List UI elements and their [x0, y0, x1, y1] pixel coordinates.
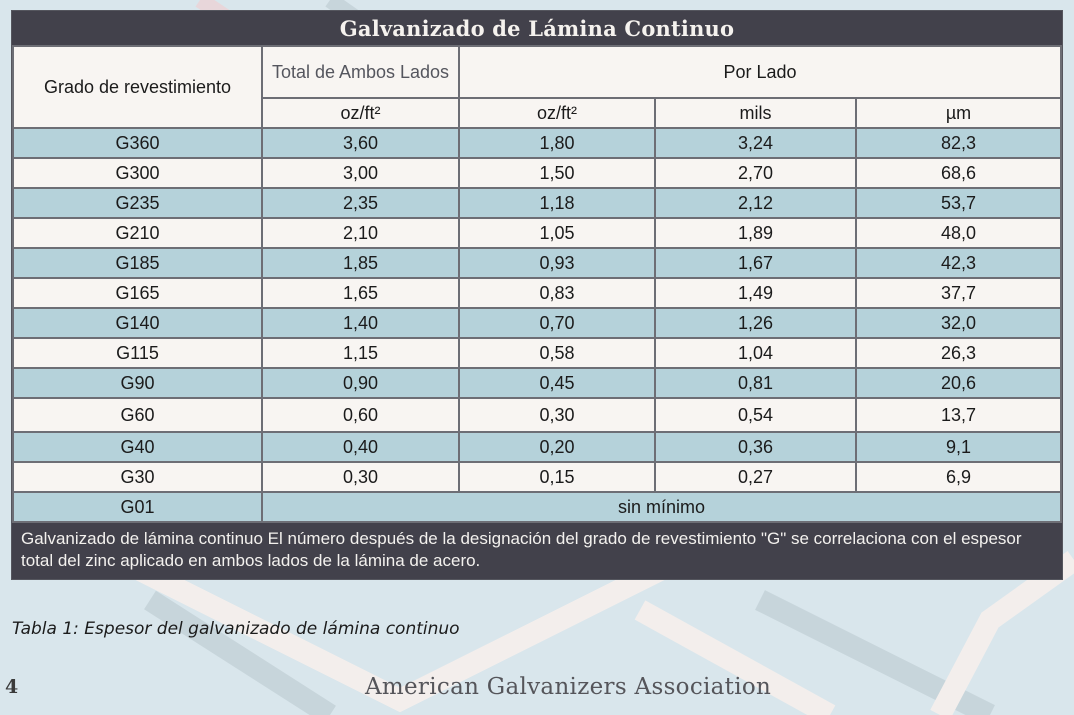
organization-name: American Galvanizers Association — [365, 674, 772, 700]
header-total-both-sides: Total de Ambos Lados — [262, 46, 459, 98]
cell-side-oz: 0,20 — [459, 432, 655, 462]
cell-mils: 1,67 — [655, 248, 856, 278]
table-row — [13, 432, 1061, 462]
cell-total-oz: 1,40 — [262, 308, 459, 338]
cell-mils: 1,89 — [655, 218, 856, 248]
cell-grade: G140 — [13, 308, 262, 338]
table-row — [13, 308, 1061, 338]
table-row — [13, 158, 1061, 188]
cell-side-oz: 0,70 — [459, 308, 655, 338]
cell-mils: 2,70 — [655, 158, 856, 188]
cell-grade: G300 — [13, 158, 262, 188]
cell-total-oz: 2,10 — [262, 218, 459, 248]
cell-total-oz: 1,85 — [262, 248, 459, 278]
cell-mils: 0,81 — [655, 368, 856, 398]
cell-total-oz: 3,00 — [262, 158, 459, 188]
header-grade: Grado de revestimiento — [13, 46, 262, 128]
cell-total-oz: 0,30 — [262, 462, 459, 492]
header-unit-side-oz: oz/ft² — [459, 98, 655, 128]
table-row — [13, 338, 1061, 368]
cell-mils: 0,54 — [655, 398, 856, 432]
table-caption: Tabla 1: Espesor del galvanizado de lámina continuo — [12, 619, 460, 639]
table-row — [13, 128, 1061, 158]
thickness-table — [12, 45, 1062, 523]
cell-um: 37,7 — [856, 278, 1061, 308]
cell-side-oz: 0,45 — [459, 368, 655, 398]
cell-um: 53,7 — [856, 188, 1061, 218]
cell-grade: G185 — [13, 248, 262, 278]
cell-grade: G30 — [13, 462, 262, 492]
cell-um: 32,0 — [856, 308, 1061, 338]
cell-grade: G360 — [13, 128, 262, 158]
cell-total-oz: 1,65 — [262, 278, 459, 308]
cell-total-oz: 0,90 — [262, 368, 459, 398]
table-row — [13, 218, 1061, 248]
header-unit-total-oz: oz/ft² — [262, 98, 459, 128]
cell-grade: G40 — [13, 432, 262, 462]
table-row — [13, 368, 1061, 398]
cell-mils: 0,36 — [655, 432, 856, 462]
cell-side-oz: 0,58 — [459, 338, 655, 368]
cell-mils: 1,04 — [655, 338, 856, 368]
table-body — [13, 128, 1061, 522]
cell-grade: G210 — [13, 218, 262, 248]
cell-total-oz: 0,60 — [262, 398, 459, 432]
cell-um: 48,0 — [856, 218, 1061, 248]
cell-um: 13,7 — [856, 398, 1061, 432]
cell-total-oz: 2,35 — [262, 188, 459, 218]
cell-um: 26,3 — [856, 338, 1061, 368]
table-row — [13, 248, 1061, 278]
cell-side-oz: 0,15 — [459, 462, 655, 492]
cell-grade: G115 — [13, 338, 262, 368]
table-row — [13, 188, 1061, 218]
galvanizing-table — [11, 10, 1063, 580]
cell-grade: G90 — [13, 368, 262, 398]
cell-um: 82,3 — [856, 128, 1061, 158]
cell-mils: 1,49 — [655, 278, 856, 308]
table-footnote: Galvanizado de lámina continuo El número después de la designación del grado de revestimiento "G" se correlaciona con el espesor total del zinc aplicado en ambos lados de la lámina de acero. — [12, 523, 1062, 579]
table-row-g01 — [13, 492, 1061, 522]
cell-no-minimum: sin mínimo — [262, 492, 1061, 522]
header-unit-um: µm — [856, 98, 1061, 128]
cell-grade: G60 — [13, 398, 262, 432]
cell-um: 42,3 — [856, 248, 1061, 278]
cell-um: 6,9 — [856, 462, 1061, 492]
table-row — [13, 278, 1061, 308]
cell-um: 9,1 — [856, 432, 1061, 462]
cell-grade: G235 — [13, 188, 262, 218]
cell-um: 68,6 — [856, 158, 1061, 188]
cell-total-oz: 3,60 — [262, 128, 459, 158]
cell-side-oz: 1,80 — [459, 128, 655, 158]
cell-grade: G01 — [13, 492, 262, 522]
page-number: 4 — [5, 676, 19, 698]
cell-mils: 0,27 — [655, 462, 856, 492]
cell-total-oz: 0,40 — [262, 432, 459, 462]
table-row — [13, 462, 1061, 492]
cell-side-oz: 0,93 — [459, 248, 655, 278]
cell-side-oz: 1,18 — [459, 188, 655, 218]
table-title: Galvanizado de Lámina Continuo — [12, 11, 1062, 45]
cell-side-oz: 0,83 — [459, 278, 655, 308]
cell-side-oz: 0,30 — [459, 398, 655, 432]
cell-mils: 3,24 — [655, 128, 856, 158]
cell-um: 20,6 — [856, 368, 1061, 398]
cell-side-oz: 1,05 — [459, 218, 655, 248]
header-per-side: Por Lado — [459, 46, 1061, 98]
header-unit-mils: mils — [655, 98, 856, 128]
cell-mils: 2,12 — [655, 188, 856, 218]
cell-grade: G165 — [13, 278, 262, 308]
table-row — [13, 398, 1061, 432]
cell-side-oz: 1,50 — [459, 158, 655, 188]
cell-mils: 1,26 — [655, 308, 856, 338]
cell-total-oz: 1,15 — [262, 338, 459, 368]
